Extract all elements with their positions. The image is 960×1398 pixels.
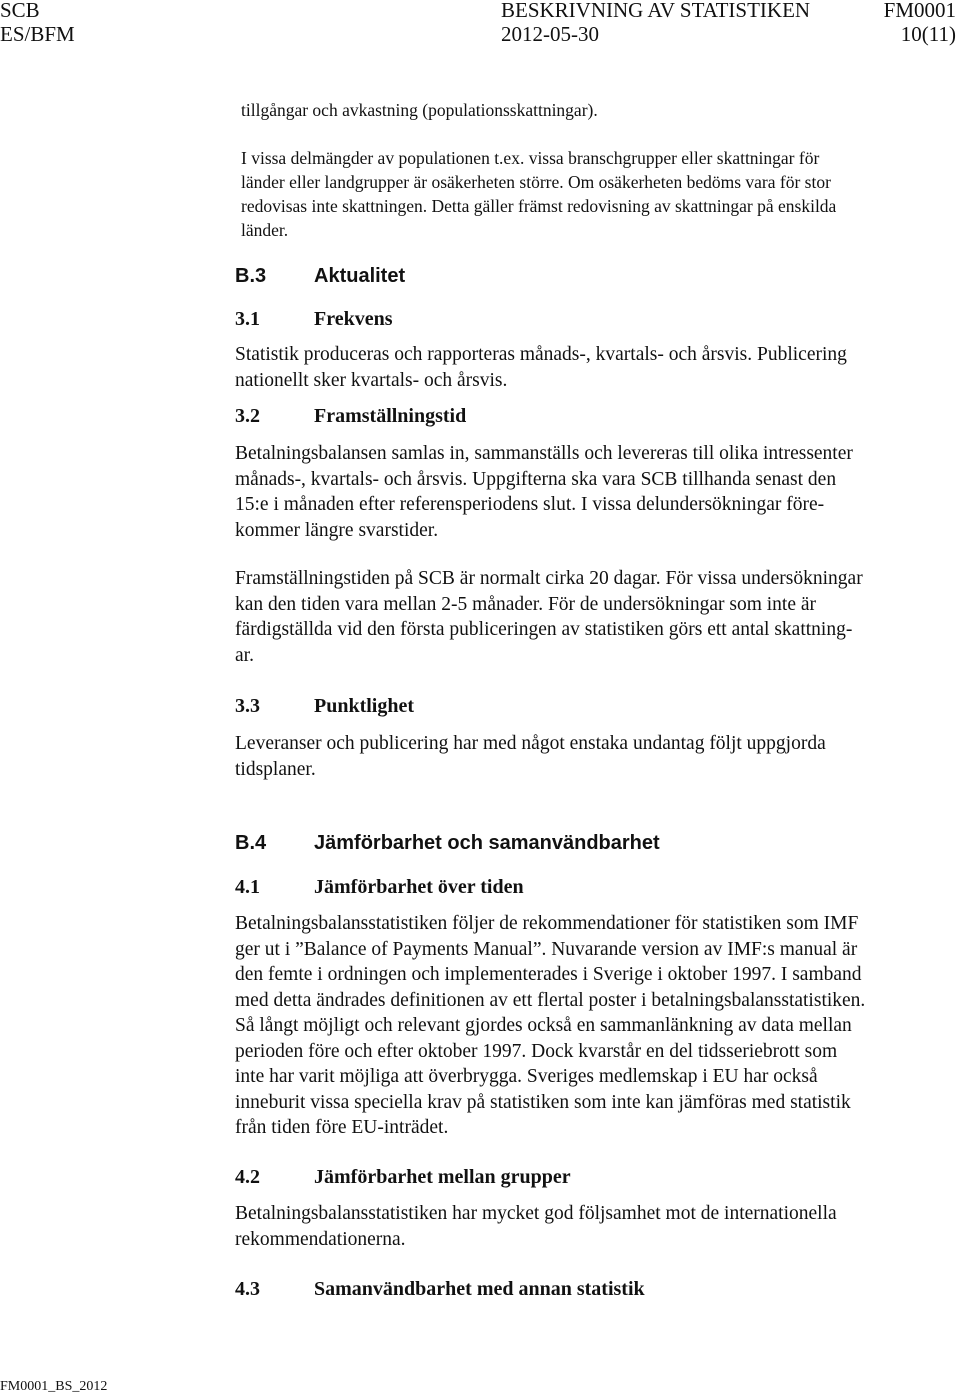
text-line: färdigställda vid den första publiceringen av statistiken görs ett antal skattning- <box>235 619 853 640</box>
heading-title: Punktlighet <box>314 695 415 717</box>
heading-number: 3.3 <box>235 695 260 717</box>
text-line: Så långt möjligt och relevant gjordes också en sammanlänkning av data mellan <box>235 1015 852 1036</box>
heading-number: B.4 <box>235 832 267 854</box>
heading-4-1 <box>235 876 935 902</box>
text-line: den femte i ordningen och implementerades i Sverige i oktober 1997. I samband <box>235 964 862 985</box>
paragraph-jamforbarhet-mellan-grupper <box>235 1201 837 1252</box>
heading-number: 3.1 <box>235 308 260 330</box>
heading-3-1 <box>235 308 935 334</box>
heading-title: Frekvens <box>314 308 393 330</box>
heading-number: 4.3 <box>235 1278 260 1300</box>
paragraph-frekvens <box>235 342 847 393</box>
intro-line: tillgångar och avkastning (populationsskattningar). <box>241 100 598 120</box>
heading-number: 4.2 <box>235 1166 260 1188</box>
text-line: Betalningsbalansstatistiken har mycket god följsamhet mot de internationella <box>235 1203 837 1224</box>
heading-title: Framställningstid <box>314 405 467 427</box>
heading-4-2 <box>235 1166 935 1192</box>
text-line: 15:e i månaden efter referensperiodens slut. I vissa delundersökningar före- <box>235 494 825 515</box>
heading-number: B.3 <box>235 265 267 287</box>
intro-paragraph <box>241 146 836 242</box>
paragraph-framstallningstid-2 <box>235 566 863 668</box>
text-line: ger ut i ”Balance of Payments Manual”. Nuvarande version av IMF:s manual är <box>235 938 858 960</box>
heading-3-3 <box>235 695 935 721</box>
text-line: tidsplaner. <box>235 758 316 780</box>
paragraph-framstallningstid-1 <box>235 441 853 543</box>
heading-title: Samanvändbarhet med annan statistik <box>314 1278 645 1300</box>
text-line: Betalningsbalansen samlas in, sammanställs och levereras till olika intressenter <box>235 443 853 464</box>
header-form-code: FM0001 <box>883 0 956 22</box>
text-line: perioden före och efter oktober 1997. Dock kvarstår en del tidsseriebrott som <box>235 1040 838 1062</box>
header-date: 2012-05-30 <box>501 22 599 46</box>
text-line: kommer längre svarstider. <box>235 519 439 541</box>
text-line: rekommendationerna. <box>235 1228 406 1250</box>
text-line: Framställningstiden på SCB är normalt cirka 20 dagar. För vissa undersökningar <box>235 568 863 589</box>
text-line: nationellt sker kvartals- och årsvis. <box>235 369 508 391</box>
header-page-number: 10(11) <box>900 22 956 46</box>
header-title: BESKRIVNING AV STATISTIKEN <box>501 0 811 22</box>
heading-4-3 <box>235 1278 935 1304</box>
text-line: Leveranser och publicering har med något enstaka undantag följt uppgjorda <box>235 733 826 754</box>
text-line: med detta ändrades definitionen av ett flertal poster i betalningsbalansstatistiken. <box>235 989 866 1011</box>
text-line: inte har varit möjliga att överbrygga. Sveriges medlemskap i EU har också <box>235 1066 818 1087</box>
text-line: från tiden före EU-inträdet. <box>235 1117 449 1138</box>
heading-title: Jämförbarhet över tiden <box>314 876 524 898</box>
heading-title: Jämförbarhet mellan grupper <box>314 1166 571 1188</box>
text-line: länder. <box>241 220 289 240</box>
heading-title: Aktualitet <box>314 265 406 287</box>
header-dept: ES/BFM <box>0 22 75 46</box>
heading-3-2 <box>235 405 935 431</box>
footer-code: FM0001_BS_2012 <box>0 1379 108 1394</box>
heading-b4 <box>235 832 935 858</box>
paragraph-jamforbarhet-over-tiden <box>235 911 865 1141</box>
heading-title: Jämförbarhet och samanvändbarhet <box>314 832 660 854</box>
text-line: redovisas inte skattningen. Detta gäller främst redovisning av skattningar på enskilda <box>241 196 837 216</box>
text-line: ar. <box>235 644 254 666</box>
heading-number: 3.2 <box>235 405 260 427</box>
paragraph-punktlighet <box>235 731 826 782</box>
text-line: Betalningsbalansstatistiken följer de rekommendationer för statistiken som IMF <box>235 913 859 934</box>
text-line: länder eller landgrupper är osäkerheten större. Om osäkerheten bedöms vara för stor <box>241 172 831 192</box>
text-line: I vissa delmängder av populationen t.ex. vissa branschgrupper eller skattningar för <box>241 148 820 168</box>
header-org: SCB <box>0 0 40 22</box>
text-line: månads-, kvartals- och årsvis. Uppgifterna ska vara SCB tillhanda senast den <box>235 468 837 490</box>
heading-b3 <box>235 265 935 291</box>
text-line: kan den tiden vara mellan 2-5 månader. För de undersökningar som inte är <box>235 593 817 615</box>
text-line: inneburit vissa speciella krav på statistiken som inte kan jämföras med statistik <box>235 1091 851 1113</box>
text-line: Statistik produceras och rapporteras månads-, kvartals- och årsvis. Publicering <box>235 344 847 365</box>
heading-number: 4.1 <box>235 876 260 898</box>
